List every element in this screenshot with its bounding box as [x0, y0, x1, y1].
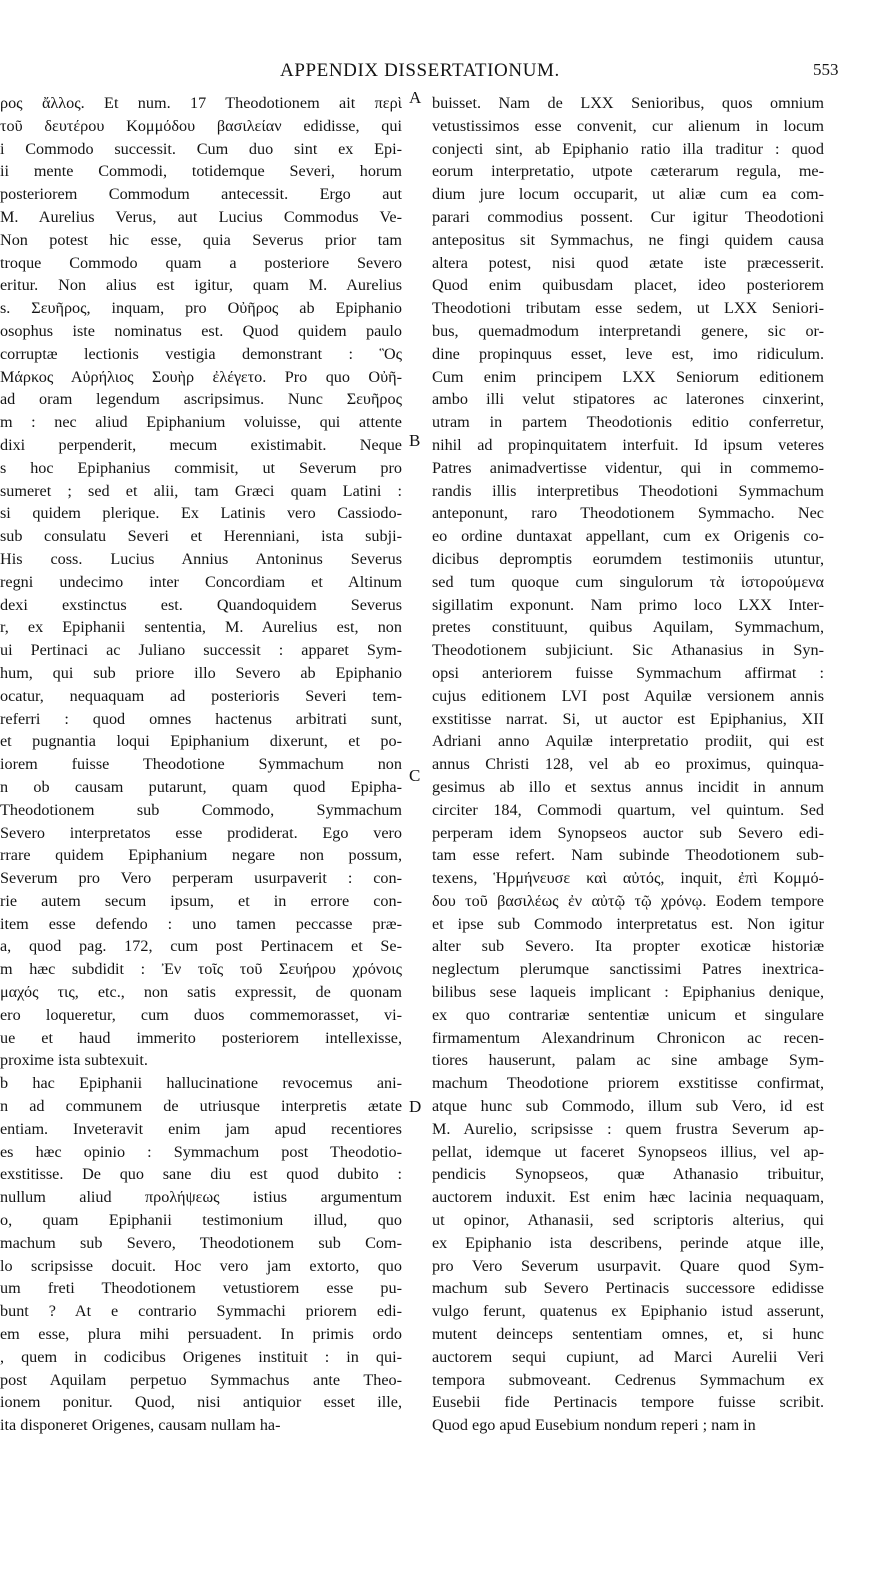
left-column-line: entiam. Inveteravit enim jam apud recentiores	[0, 1119, 402, 1138]
left-column-line: troque Commodo quam a posteriore Severo	[0, 253, 402, 272]
left-column-line: s hoc Epiphanius commisit, ut Severum pro	[0, 458, 402, 477]
right-column-line: pellat, idemque ut faceret Synopseos illius, vel ap-	[432, 1142, 824, 1161]
left-column-line: a, quod pag. 172, cum post Pertinacem et Se-	[0, 937, 402, 956]
right-column-line: pretes constituunt, quibus Aquilam, Symmachum,	[432, 618, 824, 637]
left-column-line: ocatur, nequaquam ad posterioris Severi tem-	[0, 686, 402, 705]
right-column-line: bilibus sese laqueis implicant : Epiphanius denique,	[432, 983, 824, 1002]
right-column-line: machum Theodotione priorem exstitisse confirmat,	[432, 1074, 824, 1093]
right-column-line: anteponunt, raro Theodotionem Symmacho. Nec	[432, 504, 824, 523]
left-column-line: r, ex Epiphanii sententia, M. Aurelius est, non	[0, 618, 402, 637]
right-column-line: cujus editionem LVI post Aquilæ versionem annis	[432, 686, 824, 705]
right-column-line: randis illis interpretibus Theodotioni Symmachum	[432, 481, 824, 500]
left-column-line: ui Pertinaci ac Juliano successit : apparet Sym-	[0, 641, 402, 660]
right-column-line: utram in partem Theodotionis editio conferretur,	[432, 413, 824, 432]
page-number: 553	[813, 60, 839, 79]
right-column-line: pro Vero Severum usurpavit. Quare quod Sym-	[432, 1256, 824, 1275]
margin-marker-a: A	[409, 88, 422, 107]
left-column-line: iorem fuisse Theodotione Symmachum non	[0, 755, 402, 774]
margin-marker-d: D	[409, 1097, 422, 1116]
left-column-line: n ad communem de utriusque interpretis ætate	[0, 1097, 402, 1116]
right-column-line: ut opinor, Athanasii, sed scriptoris alterius, qui	[432, 1211, 824, 1230]
left-column-line: posteriorem Commodum antecessit. Ergo aut	[0, 185, 402, 204]
left-column-line: ii mente Commodi, totidemque Severi, horum	[0, 162, 402, 181]
right-column-line: tam esse refert. Nam subinde Theodotionem sub-	[432, 846, 824, 865]
left-column-line: n ob causam putarunt, quam quod Epipha-	[0, 777, 402, 796]
right-column-line: texens, Ἡρμήνευσε καὶ αὐτός, inquit, ἐπὶ Κομμό-	[432, 869, 824, 888]
right-column	[432, 92, 824, 1437]
right-column-line: alter sub Severo. Ita propter exoticæ historiæ	[432, 937, 824, 956]
left-column-line: ρος ἄλλος. Et num. 17 Theodotionem ait περὶ	[0, 94, 402, 112]
right-column-line: dium jure locum occuparit, ut aliæ cum ea com-	[432, 185, 824, 204]
right-column-line: altera potest, nisi quod ætate iste præcesserit.	[432, 253, 824, 272]
right-column-line: Quod ego apud Eusebium nondum reperi ; nam in	[432, 1416, 756, 1435]
right-column-line: dine propinquus esset, leve est, imo ridiculum.	[432, 344, 824, 363]
right-column-line: tempora submoveant. Cedrenus Symmachum ex	[432, 1370, 824, 1389]
right-column-line: neglectum plerumque sanctissimi Patres inextrica-	[432, 960, 824, 979]
right-column-line: tiores hauserunt, palam ac sine ambage Sym-	[432, 1051, 824, 1070]
right-column-line: sigillatim exponunt. Nam primo loco LXX Inter-	[432, 595, 824, 614]
right-column-line: bus, quemadmodum interpretandi genere, sic or-	[432, 321, 824, 340]
right-column-line: antepositus sit Symmachus, ne fingi quidem causa	[432, 230, 824, 249]
left-column-line: exstitisse. De quo sane diu est quod dubito :	[0, 1165, 402, 1184]
right-column-line: buisset. Nam de LXX Senioribus, quos omnium	[432, 94, 824, 112]
left-column-line: ue et haud immerito posteriorem intellexisse,	[0, 1028, 402, 1047]
left-column-line: post Aquilam perpetuo Symmachus ante Theo-	[0, 1370, 402, 1389]
right-column-line: ex quo contrariæ sententiæ unicum et singulare	[432, 1005, 824, 1024]
left-column-line: ita disponeret Origenes, causam nullam ha-	[0, 1416, 281, 1435]
left-column-line: τοῦ δευτέρου Κομμόδου βασιλείαν edidisse, qui	[0, 116, 402, 135]
right-column-line: dicibus depromptis eorumdem testimoniis utuntur,	[432, 549, 824, 568]
left-column-line: lo scripsisse docuit. Hoc vero jam extorto, quo	[0, 1256, 402, 1275]
left-column-line: hum, qui sub priore illo Severo ab Epiphanio	[0, 663, 402, 682]
right-column-line: et ipse sub Commodo interpretatus est. Non igitur	[432, 914, 824, 933]
left-column-line: corruptæ lectionis vestigia demonstrant : Ὃς	[0, 344, 402, 363]
left-column-line: osophus iste nominatus est. Quod quidem paulo	[0, 321, 402, 340]
left-column-line: eritur. Non alius est igitur, quam M. Aurelius	[0, 276, 402, 295]
right-column-line: Cum enim principem LXX Seniorum editionem	[432, 367, 824, 386]
right-column-line: ambo illi velut stipatores ac laterones cinxerint,	[432, 390, 824, 409]
right-column-line: parari commodius possent. Cur igitur Theodotioni	[432, 207, 824, 226]
right-column-line: auctorem induxit. Est enim hæc lacinia nequaquam,	[432, 1188, 824, 1207]
right-column-line: sed tum quoque cum singulorum τὰ ἱστορούμενα	[432, 572, 824, 591]
left-column-line: um freti Theodotionem vetustiorem esse pu-	[0, 1279, 402, 1298]
right-column-line: Quod enim quibusdam placet, ideo posteriorem	[432, 276, 824, 295]
right-column-line: annus Christi 128, vel ab eo proximus, quinqua-	[432, 755, 824, 774]
right-column-line: Adriani anno Aquilæ interpretatio prodiit, qui est	[432, 732, 824, 751]
right-column-line: Patres animadvertisse videntur, qui in commemo-	[432, 458, 824, 477]
left-column-line: M. Aurelius Verus, aut Lucius Commodus Ve-	[0, 207, 402, 226]
left-column-line: machum sub Severo, Theodotionem sub Com-	[0, 1233, 402, 1252]
left-column-line: Μάρκος Αὐρήλιος Σουὴρ ἐλέγετο. Pro quo Οὐῆ-	[0, 367, 402, 386]
left-column-line: sub consulatu Severi et Herenniani, ista subji-	[0, 527, 402, 546]
right-column-line: δου τοῦ βασιλέως ἐν αὐτῷ τῷ χρόνῳ. Eodem tempore	[432, 891, 824, 910]
left-column-line: rrare quidem Epiphanium negare non possum,	[0, 846, 402, 865]
right-column-line: Theodotionem subjiciunt. Sic Athanasius in Syn-	[432, 641, 824, 660]
left-column-line: nullum aliud προλήψεως istius argumentum	[0, 1188, 402, 1207]
left-column-line: Severo interpretatos esse prodiderat. Ego vero	[0, 823, 402, 842]
left-column-line: b hac Epiphanii hallucinatione revocemus ani-	[0, 1074, 402, 1093]
left-column-line: m hæc subdidit : Ἐν τοῖς τοῦ Σευήρου χρόνοις	[0, 960, 402, 979]
left-column-line: ionem ponitur. Quod, nisi antiquior esset ille,	[0, 1393, 402, 1412]
right-column-line: machum sub Severo Pertinacis successore edidisse	[432, 1279, 824, 1298]
left-column-line: Severum pro Vero perperam usurpaverit : con-	[0, 869, 402, 888]
page-title: APPENDIX DISSERTATIONUM.	[280, 60, 560, 81]
left-column-line: es hæc opinio : Symmachum post Theodotio-	[0, 1142, 402, 1161]
right-column-line: exstitisse narrat. Si, ut auctor est Epiphanius, XII	[432, 709, 824, 728]
left-column-line: em esse, plura mihi persuadent. In primis ordo	[0, 1325, 402, 1344]
right-column-line: vetustissimos esse convenit, cur alienum in locum	[432, 116, 824, 135]
right-column-line: mutent deinceps sententiam omnes, et, si hunc	[432, 1325, 824, 1344]
left-column-line: , quem in codicibus Origenes instituit : in qui-	[0, 1347, 402, 1366]
margin-marker-c: C	[409, 766, 421, 785]
left-column-line: item esse defendo : uno tamen peccasse præ-	[0, 914, 402, 933]
right-column-line: Eusebii fide Pertinacis tempore fuisse scribit.	[432, 1393, 824, 1412]
left-column-line: si quidem plerique. Ex Latinis vero Cassiodo-	[0, 504, 402, 523]
left-column-line: ad oram legendum ascripsimus. Nunc Σευῆρος	[0, 390, 402, 409]
page-header	[0, 60, 892, 86]
left-column-line: sumeret ; sed et alii, tam Græci quam Latini :	[0, 481, 402, 500]
right-column-line: conjecti sint, ab Epiphanio ratio illa traditur : quod	[432, 139, 824, 158]
left-column-line: dixi perpenderit, mecum existimabit. Neque	[0, 435, 402, 454]
left-column-line: ero loqueretur, cum duos commemorasset, vi-	[0, 1005, 402, 1024]
right-column-line: M. Aurelio, scripsisse : quem frustra Severum ap-	[432, 1119, 824, 1138]
right-column-line: eorum interpretatio, utpote cæterarum regula, me-	[432, 162, 824, 181]
left-column-line: regni undecimo inter Concordiam et Altinum	[0, 572, 402, 591]
left-column-line: bunt ? At e contrario Symmachi priorem edi-	[0, 1302, 402, 1321]
left-column-line: μαχός τις, etc., non satis expressit, de quonam	[0, 983, 402, 1002]
left-column-line: proxime ista subtexuit.	[0, 1051, 148, 1070]
right-column-line: perperam idem Synopseos auctor sub Severo edi-	[432, 823, 824, 842]
right-column-line: circiter 184, Commodi quartum, vel quintum. Sed	[432, 800, 824, 819]
right-column-line: pendicis Synopseos, quæ Athanasio tribuitur,	[432, 1165, 824, 1184]
right-column-line: eo ordine duntaxat appellant, cum ex Origenis co-	[432, 527, 824, 546]
left-column	[0, 92, 402, 1437]
right-column-line: vulgo ferunt, quatenus ex Epiphanio istud asserunt,	[432, 1302, 824, 1321]
left-column-line: i Commodo successit. Cum duo sint ex Epi-	[0, 139, 402, 158]
right-column-line: opsi anteriorem fuisse Symmachum affirmat :	[432, 663, 824, 682]
left-column-line: s. Σευῆρος, inquam, pro Οὐῆρος ab Epiphanio	[0, 299, 402, 318]
right-column-line: Theodotioni tributam esse sedem, ut LXX Seniori-	[432, 299, 824, 318]
right-column-line: nihil ad propinquitatem interfuit. Id ipsum veteres	[432, 435, 824, 454]
right-column-line: firmamentum Alexandrinum Chronicon ac recen-	[432, 1028, 824, 1047]
right-column-line: auctorem sequi cupiunt, ad Marci Aurelii Veri	[432, 1347, 824, 1366]
right-column-line: gesimus ab illo et sextus annus incidit in annum	[432, 777, 824, 796]
margin-marker-b: B	[409, 431, 421, 450]
right-column-line: atque hunc sub Commodo, illum sub Vero, id est	[432, 1097, 824, 1116]
left-column-line: His coss. Lucius Annius Antoninus Severus	[0, 549, 402, 568]
left-column-line: dexi exstinctus est. Quandoquidem Severus	[0, 595, 402, 614]
right-column-line: ex Epiphanio ista describens, perinde atque ille,	[432, 1233, 824, 1252]
left-column-line: Theodotionem sub Commodo, Symmachum	[0, 800, 402, 819]
left-column-line: Non potest hic esse, quia Severus prior tam	[0, 230, 402, 249]
left-column-line: o, quam Epiphanii testimonium illud, quo	[0, 1211, 402, 1230]
left-column-line: rie autem secum ipsum, et in errore con-	[0, 891, 402, 910]
left-column-line: et pugnantia loqui Epiphanium dixerunt, et po-	[0, 732, 402, 751]
left-column-line: m : nec aliud Epiphanium voluisse, qui attente	[0, 413, 402, 432]
left-column-line: referri : quod omnes hactenus arbitrati sunt,	[0, 709, 402, 728]
